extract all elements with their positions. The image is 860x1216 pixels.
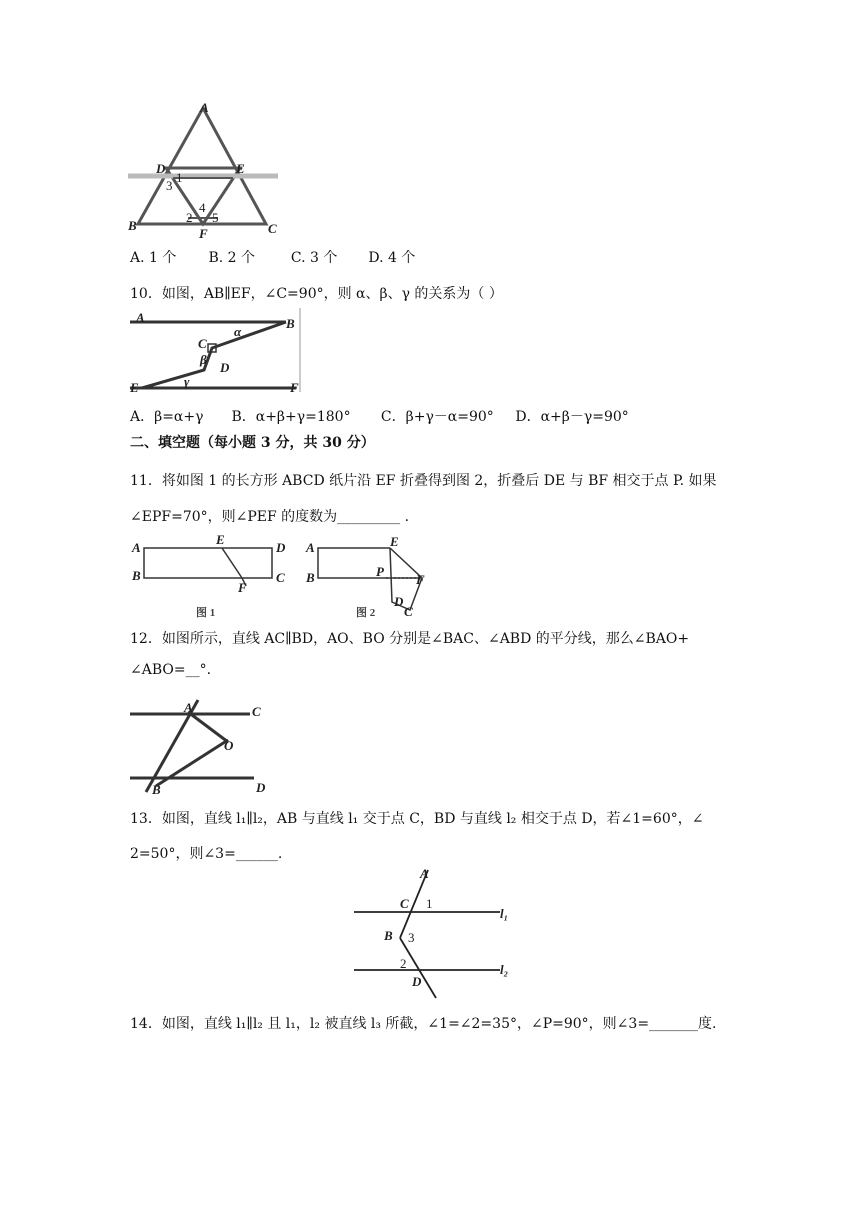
q12-line1: 12．如图所示，直线 AC∥BD，AO、BO 分别是∠BAC、∠ABD 的平分线，那么∠BAO+ [130, 631, 690, 647]
label-C: C [276, 570, 285, 585]
q10-option-b[interactable]: B．α+β+γ=180° [231, 409, 351, 425]
label-P: P [376, 564, 384, 579]
label-B: B [286, 316, 295, 331]
q14-line1: 14．如图，直线 l₁∥l₂ 且 l₁，l₂ 被直线 l₃ 所截，∠1=∠2=35°，∠P=90°，则∠3=_______度. [130, 1016, 717, 1032]
label-D: D [220, 360, 230, 375]
figure-1-caption: 图 1 [196, 607, 216, 619]
label-3: 3 [408, 930, 415, 945]
label-A: A [420, 866, 429, 881]
q10-option-a[interactable]: A．β=α+γ [130, 409, 204, 425]
label-B: B [384, 928, 393, 943]
label-C: C [198, 336, 207, 351]
label-4: 4 [199, 200, 206, 215]
label-A: A [132, 540, 141, 555]
label-l2: l₂ [500, 962, 509, 977]
label-5: 5 [212, 210, 219, 225]
q9-option-c[interactable]: C. 3 个 [290, 250, 338, 266]
q11-figure-1 [130, 532, 300, 619]
label-A: A [306, 540, 315, 555]
label-beta: β [200, 352, 207, 367]
q9-options [130, 247, 415, 267]
label-alpha: α [234, 324, 242, 339]
label-D: D [412, 974, 422, 989]
q12-figure [128, 700, 278, 800]
label-gamma: γ [184, 374, 190, 389]
label-C: C [404, 604, 413, 619]
label-D: D [256, 780, 266, 795]
label-A: A [200, 100, 209, 115]
q13-line2: 2=50°，则∠3=______. [130, 846, 283, 862]
label-E: E [216, 532, 225, 547]
q10-options [130, 406, 629, 426]
q9-triangle-figure [128, 100, 278, 241]
q10-option-c[interactable]: C．β+γ－α=90° [380, 409, 494, 425]
q10-stem: 10．如图，AB∥EF，∠C=90°，则 α、β、γ 的关系为（ ） [130, 286, 503, 302]
label-A: A [136, 310, 145, 325]
q9-option-a[interactable]: A. 1 个 [130, 250, 177, 266]
q13-figure [352, 868, 522, 998]
label-3: 3 [166, 178, 173, 193]
label-F: F [416, 572, 425, 587]
label-D: D [394, 594, 404, 609]
label-B: B [306, 570, 315, 585]
q11-line1: 11．将如图 1 的长方形 ABCD 纸片沿 EF 折叠得到图 2，折叠后 DE 与 BF 相交于点 P. 如果 [130, 473, 717, 489]
label-1: 1 [426, 896, 433, 911]
q10-option-d[interactable]: D．α+β－γ=90° [515, 409, 629, 425]
label-F: F [238, 580, 247, 595]
q12-line2: ∠ABO=__°. [130, 662, 212, 678]
label-D: D [276, 540, 286, 555]
label-C: C [268, 221, 277, 236]
label-E: E [390, 534, 399, 549]
label-l1: l₁ [500, 906, 509, 921]
label-1: 1 [176, 170, 183, 185]
label-E: E [236, 161, 245, 176]
label-E: E [130, 380, 139, 395]
label-B: B [132, 568, 141, 583]
label-2: 2 [400, 956, 407, 971]
section-2-heading: 二、填空题（每小题 3 分，共 30 分） [130, 435, 375, 451]
figure-2-caption: 图 2 [356, 607, 376, 619]
label-B: B [152, 782, 161, 797]
q11-line2: ∠EPF=70°，则∠PEF 的度数为_________ . [130, 509, 410, 525]
label-A: A [184, 700, 193, 715]
q9-option-b[interactable]: B. 2 个 [208, 250, 255, 266]
label-F: F [199, 226, 208, 241]
label-C: C [400, 896, 409, 911]
q13-line1: 13．如图，直线 l₁∥l₂，AB 与直线 l₁ 交于点 C，BD 与直线 l₂ 相交于点 D，若∠1=60°，∠ [130, 811, 704, 827]
label-O: O [224, 738, 234, 753]
label-B: B [128, 218, 137, 233]
label-D: D [156, 161, 166, 176]
label-F: F [290, 380, 299, 395]
label-2: 2 [186, 210, 193, 225]
label-C: C [252, 704, 261, 719]
q11-figure-2 [306, 534, 456, 619]
q10-figure [128, 308, 308, 400]
q9-option-d[interactable]: D. 4 个 [368, 250, 416, 266]
